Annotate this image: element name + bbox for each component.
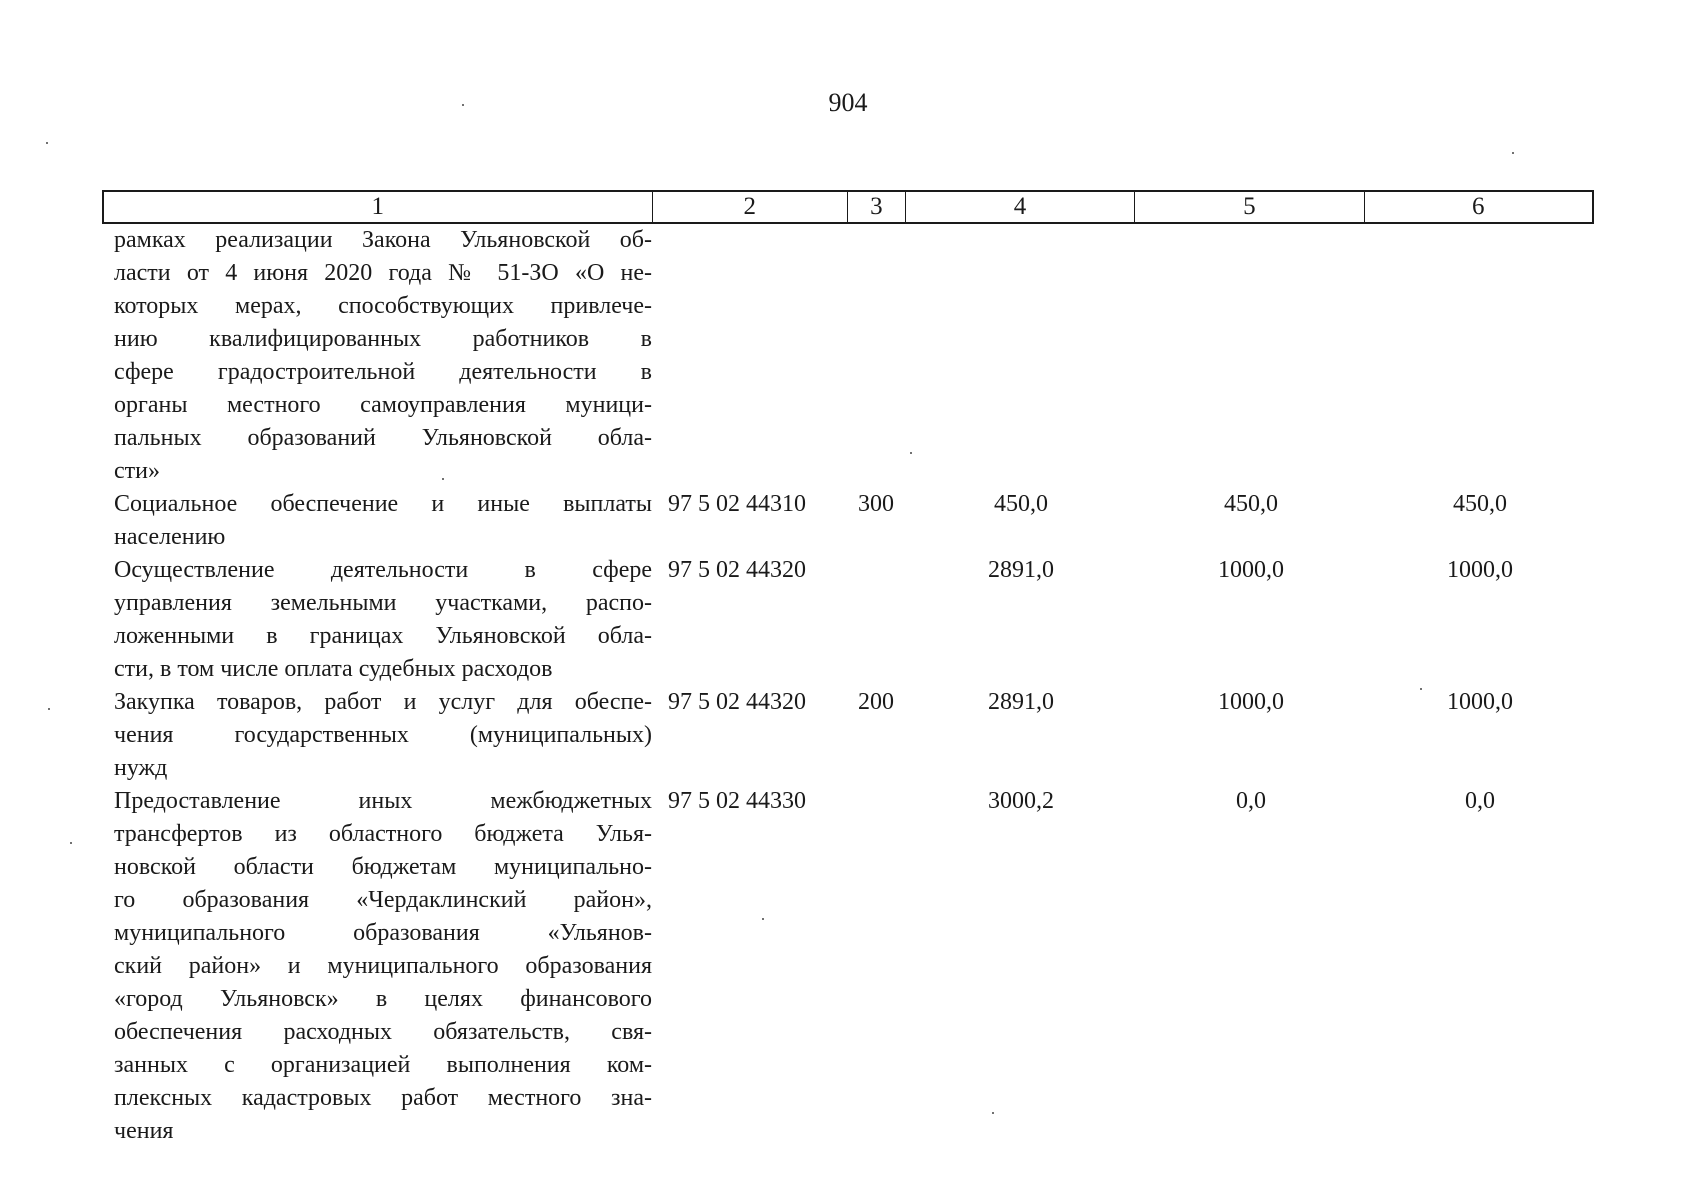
name-line: занных с организацией выполнения ком- [114, 1052, 652, 1078]
name-line: Предоставление иных межбюджетных [114, 788, 652, 814]
row-name [102, 686, 652, 785]
name-line: го образования «Чердаклинский район», [114, 887, 652, 913]
name-line: Закупка товаров, работ и услуг для обеспе- [114, 689, 652, 715]
row-code: 97 5 02 44310 [668, 491, 806, 517]
name-line: пальных образований Ульяновской обла- [114, 425, 652, 451]
header-col-6: 6 [1472, 193, 1485, 220]
table-row [102, 785, 1594, 1148]
name-line: «город Ульяновск» в целях финансового [114, 986, 652, 1012]
name-line: ласти от 4 июня 2020 года № 51-ЗО «О не- [114, 260, 652, 286]
name-line: плексных кадастровых работ местного зна- [114, 1085, 652, 1111]
table-row [102, 488, 1594, 554]
scan-speck [70, 842, 72, 844]
scan-speck [46, 142, 48, 144]
row-value-4: 2891,0 [988, 557, 1054, 583]
header-col-4: 4 [906, 192, 1135, 222]
row-code: 97 5 02 44330 [668, 788, 806, 814]
row-code: 97 5 02 44320 [668, 689, 806, 715]
header-col-2: 2 [653, 192, 848, 222]
row-value-5: 1000,0 [1218, 557, 1284, 583]
name-line: новской области бюджетам муниципально- [114, 854, 652, 880]
row-name [102, 554, 652, 686]
name-line: рамках реализации Закона Ульяновской об- [114, 227, 652, 253]
row-value-4: 2891,0 [988, 689, 1054, 715]
row-code: 97 5 02 44320 [668, 557, 806, 583]
row-value-4: 3000,2 [988, 788, 1054, 814]
header-col-5: 5 [1135, 192, 1364, 222]
table-header [102, 190, 1594, 224]
row-name [102, 488, 652, 554]
scan-speck [48, 708, 50, 710]
name-line: обеспечения расходных обязательств, свя- [114, 1019, 652, 1045]
row-value-4: 450,0 [994, 491, 1048, 517]
row-value-5: 1000,0 [1218, 689, 1284, 715]
name-line: сфере градостроительной деятельности в [114, 359, 652, 385]
table-body [102, 224, 1594, 1148]
name-line: трансфертов из областного бюджета Улья- [114, 821, 652, 847]
name-line: управления земельными участками, распо- [114, 590, 652, 616]
row-expense-type: 300 [858, 491, 894, 517]
name-line: ложенными в границах Ульяновской обла- [114, 623, 652, 649]
table-row [102, 224, 1594, 488]
table-row [102, 554, 1594, 686]
scan-speck [1512, 152, 1514, 154]
table-row [102, 686, 1594, 785]
name-line: населению [114, 524, 226, 550]
name-line: сти, в том числе оплата судебных расходов [114, 656, 553, 682]
row-name [102, 224, 652, 488]
row-value-6: 0,0 [1465, 788, 1495, 814]
name-line: нужд [114, 755, 168, 781]
header-col-3: 3 [848, 192, 906, 222]
name-line: муниципального образования «Ульянов- [114, 920, 652, 946]
row-value-6: 1000,0 [1447, 557, 1513, 583]
row-value-5: 0,0 [1236, 788, 1266, 814]
name-line: нию квалифицированных работников в [114, 326, 652, 352]
name-line: органы местного самоуправления муници- [114, 392, 652, 418]
scan-speck [462, 104, 464, 106]
row-value-5: 450,0 [1224, 491, 1278, 517]
name-line: Социальное обеспечение и иные выплаты [114, 491, 652, 517]
name-line: ский район» и муниципального образования [114, 953, 652, 979]
row-name [102, 785, 652, 1148]
name-line: чения государственных (муниципальных) [114, 722, 652, 748]
name-line: которых мерах, способствующих привлече- [114, 293, 652, 319]
name-line: сти» [114, 458, 160, 484]
header-col-1: 1 [104, 192, 653, 222]
row-value-6: 450,0 [1453, 491, 1507, 517]
row-expense-type: 200 [858, 689, 894, 715]
row-value-6: 1000,0 [1447, 689, 1513, 715]
page-number: 904 [828, 88, 868, 117]
name-line: Осуществление деятельности в сфере [114, 557, 652, 583]
name-line: чения [114, 1118, 174, 1144]
